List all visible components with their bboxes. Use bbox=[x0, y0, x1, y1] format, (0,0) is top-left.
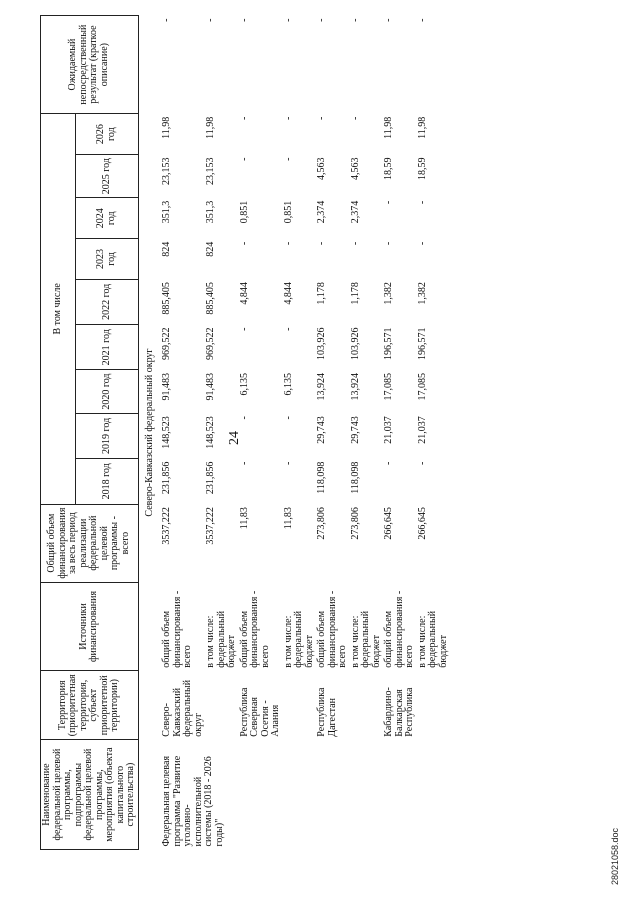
header-year: 2020 год bbox=[76, 370, 138, 413]
year-cell: - bbox=[282, 461, 294, 465]
result-cell: - bbox=[316, 18, 327, 22]
header-year: 2025 год bbox=[76, 155, 138, 198]
result-cell: - bbox=[383, 18, 394, 22]
year-cell: 2,374 bbox=[349, 200, 361, 224]
year-cell: 29,743 bbox=[316, 416, 327, 444]
source-cell: общий объем финансирования - всего bbox=[383, 590, 415, 668]
year-cell: 0,851 bbox=[238, 200, 250, 224]
header-result: Ожидаемый непосредственный результат (краткое описание) bbox=[41, 16, 139, 114]
total-cell: 3537,222 bbox=[205, 507, 216, 545]
result-cell: - bbox=[282, 18, 294, 22]
year-cell: 6,135 bbox=[238, 372, 250, 396]
year-cell: - bbox=[238, 461, 250, 465]
year-cell: - bbox=[416, 241, 428, 246]
year-cell: 0,851 bbox=[282, 200, 294, 224]
table-row bbox=[417, 16, 451, 850]
year-cell: - bbox=[238, 327, 250, 331]
year-cell: 11,98 bbox=[205, 116, 216, 139]
year-cell: - bbox=[316, 241, 327, 246]
year-cell: 23,153 bbox=[161, 157, 172, 186]
table-row bbox=[383, 16, 417, 850]
header-name: Наименование федеральной целевой программы, подпрограммы федеральной целевой программы, мероприятия (объекта капитального строительства) bbox=[41, 740, 139, 850]
total-cell: 273,806 bbox=[316, 507, 327, 540]
year-cell: 118,098 bbox=[349, 461, 361, 494]
year-cell: 231,856 bbox=[161, 461, 172, 495]
program-name: Федеральная целевая программа "Развитие уголовно-исполнительной системы (2018 - 2026 годы)" bbox=[161, 755, 225, 847]
year-cell: - bbox=[349, 116, 361, 121]
year-cell: 2,374 bbox=[316, 200, 327, 224]
header-territory: Территория (приоритетная территория, субъект приоритетной территории) bbox=[41, 671, 139, 740]
result-cell: - bbox=[416, 18, 428, 22]
source-cell: в том числе: федеральный бюджет bbox=[416, 610, 449, 668]
year-cell: 4,563 bbox=[316, 157, 327, 181]
territory-cell bbox=[417, 671, 451, 740]
total-cell: 3537,222 bbox=[161, 507, 172, 545]
year-cell: 824 bbox=[205, 241, 216, 257]
total-cell: 273,806 bbox=[349, 507, 361, 540]
year-cell: 1,178 bbox=[316, 282, 327, 305]
year-cell: 11,98 bbox=[416, 116, 428, 139]
source-cell: общий объем финансирования - всего bbox=[161, 590, 193, 668]
year-cell: 13,924 bbox=[349, 372, 361, 401]
result-cell: - bbox=[205, 18, 216, 22]
region-title: Северо-Кавказский федеральный округ bbox=[143, 348, 155, 517]
year-cell: 118,098 bbox=[316, 461, 327, 494]
year-cell: - bbox=[238, 241, 250, 246]
year-cell: - bbox=[383, 461, 394, 465]
year-cell: 91,483 bbox=[205, 372, 216, 401]
header-source: Источники финансирования bbox=[41, 582, 139, 671]
year-cell: - bbox=[383, 241, 394, 246]
year-cell: - bbox=[349, 241, 361, 246]
year-cell: 11,98 bbox=[383, 116, 394, 139]
year-cell: 1,178 bbox=[349, 282, 361, 305]
year-cell: - bbox=[238, 157, 250, 161]
result-cell: - bbox=[161, 18, 172, 22]
territory-cell: Республика Северная Осетия - Алания bbox=[238, 687, 281, 737]
table-row bbox=[161, 16, 205, 850]
result-cell: - bbox=[238, 18, 250, 22]
year-cell: 13,924 bbox=[316, 372, 327, 401]
year-cell: 969,522 bbox=[161, 327, 172, 361]
year-cell: 4,844 bbox=[238, 282, 250, 305]
year-cell: 885,405 bbox=[161, 282, 172, 315]
year-cell: 18,59 bbox=[383, 157, 394, 181]
year-cell: - bbox=[238, 116, 250, 121]
year-cell: 351,3 bbox=[161, 200, 172, 224]
territory-cell: Северо-Кавказский федеральный округ bbox=[161, 679, 204, 737]
year-cell: 231,856 bbox=[205, 461, 216, 495]
year-cell: 11,98 bbox=[161, 116, 172, 139]
year-cell: 21,037 bbox=[383, 416, 394, 444]
source-cell: общий объем финансирования - всего bbox=[316, 590, 348, 668]
header-year: 2018 год bbox=[76, 459, 138, 504]
territory-cell bbox=[350, 671, 384, 740]
territory-cell bbox=[205, 671, 239, 740]
year-cell: 1,382 bbox=[416, 282, 428, 305]
financing-table bbox=[40, 15, 450, 850]
year-cell: - bbox=[416, 200, 428, 205]
territory-cell: Республика Дагестан bbox=[316, 687, 338, 737]
header-including: В том числе bbox=[41, 114, 76, 504]
total-cell: 11,83 bbox=[282, 507, 294, 530]
total-cell: 266,645 bbox=[383, 507, 394, 540]
total-cell: 266,645 bbox=[416, 507, 428, 540]
header-year: 2024 год bbox=[76, 198, 138, 239]
year-cell: - bbox=[282, 241, 294, 246]
header-year: 2021 год bbox=[76, 325, 138, 370]
year-cell: 18,59 bbox=[416, 157, 428, 181]
table-row bbox=[316, 16, 350, 850]
total-cell: 11,83 bbox=[238, 507, 250, 530]
year-cell: 4,844 bbox=[282, 282, 294, 305]
year-cell: 17,085 bbox=[416, 372, 428, 401]
year-cell: - bbox=[282, 116, 294, 121]
year-cell: 103,926 bbox=[316, 327, 327, 361]
year-cell: 196,571 bbox=[416, 327, 428, 361]
page-number: 24 bbox=[227, 431, 242, 445]
year-cell: 351,3 bbox=[205, 200, 216, 224]
source-cell: общий объем финансирования - всего bbox=[238, 590, 271, 668]
header-year: 2023 год bbox=[76, 239, 138, 279]
year-cell: - bbox=[282, 157, 294, 161]
document-filename: 28021058.doc bbox=[610, 827, 620, 885]
year-cell: 23,153 bbox=[205, 157, 216, 186]
year-cell: - bbox=[383, 200, 394, 205]
year-cell: - bbox=[316, 116, 327, 121]
year-cell: 4,563 bbox=[349, 157, 361, 181]
year-cell: 969,522 bbox=[205, 327, 216, 361]
year-cell: - bbox=[238, 416, 250, 420]
year-cell: 148,523 bbox=[161, 416, 172, 449]
table-row bbox=[283, 16, 317, 850]
year-cell: - bbox=[282, 327, 294, 331]
year-cell: 1,382 bbox=[383, 282, 394, 305]
table-row bbox=[205, 16, 239, 850]
header-year: 2022 год bbox=[76, 279, 138, 324]
year-cell: 17,085 bbox=[383, 372, 394, 401]
territory-cell: Кабардино-Балкарская Республика bbox=[383, 687, 415, 737]
result-cell: - bbox=[349, 18, 361, 22]
year-cell: 885,405 bbox=[205, 282, 216, 315]
year-cell: 29,743 bbox=[349, 416, 361, 444]
year-cell: - bbox=[282, 416, 294, 420]
table-row bbox=[350, 16, 384, 850]
table-row bbox=[239, 16, 283, 850]
header-total: Общий объем финансирования за весь период реализации федеральной целевой программы - всего bbox=[41, 504, 139, 582]
rotated-table-container bbox=[40, 15, 625, 850]
source-cell: в том числе: федеральный бюджет bbox=[349, 610, 382, 668]
header-year: 2019 год bbox=[76, 413, 138, 458]
year-cell: 91,483 bbox=[161, 372, 172, 401]
year-cell: - bbox=[416, 461, 428, 465]
year-cell: 6,135 bbox=[282, 372, 294, 396]
year-cell: 103,926 bbox=[349, 327, 361, 361]
territory-cell bbox=[283, 671, 317, 740]
source-cell: в том числе: федеральный бюджет bbox=[282, 610, 315, 668]
header-year: 2026 год bbox=[76, 114, 138, 155]
year-cell: 196,571 bbox=[383, 327, 394, 361]
year-cell: 824 bbox=[161, 241, 172, 257]
year-cell: 21,037 bbox=[416, 416, 428, 444]
source-cell: в том числе: федеральный бюджет bbox=[205, 610, 237, 668]
year-cell: 148,523 bbox=[205, 416, 216, 449]
